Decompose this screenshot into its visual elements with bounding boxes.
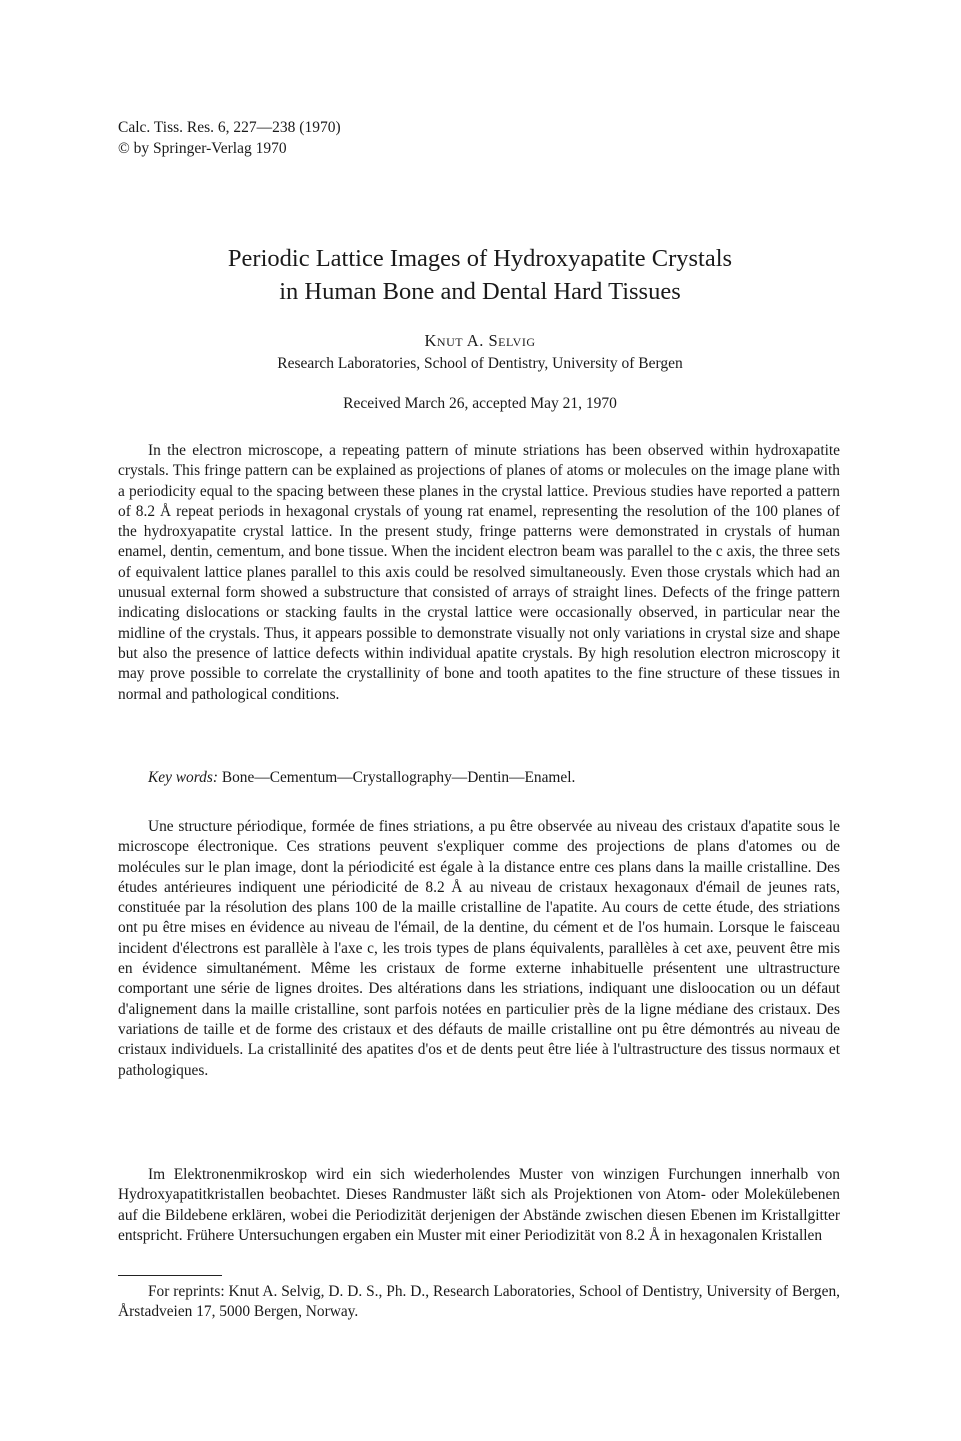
abstract-english: In the electron microscope, a repeating pattern of minute striations has been observed within hydroxapatite crystals. This fringe pattern can be explained as projections of planes of atoms or molecules on the image plane with a periodicity equal to the spacing between these planes in the crystal lattice. Previous studies have reported a pattern of 8.2 Å repeat periods in hexagonal crystals of young rat enamel, representing the resolution of the 100 planes of the hydroxyapatite crystal lattice. In the present study, fringe patterns were demonstrated in crystals of human enamel, dentin, cementum, and bone tissue. When the incident electron beam was parallel to the c axis, the three sets of equivalent lattice planes parallel to this axis could be resolved simultaneously. Even those crystals which had an unusual external form showed a substructure that consisted of arrays of straight lines. Defects of the fringe pattern indicating dislocations or stacking faults in the crystal lattice were occasionally observed, in particular near the midline of the crystals. Thus, it appears possible to demonstrate visually not only variations in crystal size and shape but also the presence of lattice defects within individual apatite crystals. By high resolution electron microscopy it may prove possible to correlate the crystallinity of bone and tooth apatites to the fine structure of these tissues in normal and pathological conditions. bbox=[118, 442, 840, 703]
author-name: Knut A. Selvig bbox=[424, 331, 536, 350]
abstract-german: Im Elektronenmikroskop wird ein sich wiederholendes Muster von winzigen Furchungen innerhalb von Hydroxyapatitkristallen beobachtet. Dieses Randmuster läßt sich als Projektionen von Atom- oder Molekülebenen auf die Bildebene erklären, wobei die Periodizität derjenigen der Abstände zwischen diesen Ebenen im Kristallgitter entspricht. Frühere Untersuchungen ergaben ein Muster mit einer Periodizität von 8.2 Å in hexagonalen Kristallen bbox=[118, 1166, 840, 1244]
author-affiliation: Research Laboratories, School of Dentistry, University of Bergen bbox=[277, 355, 683, 372]
journal-citation bbox=[118, 117, 341, 159]
citation-line-1: Calc. Tiss. Res. 6, 227—238 (1970) bbox=[118, 119, 341, 136]
received-date: Received March 26, accepted May 21, 1970 bbox=[343, 395, 617, 412]
article-title bbox=[100, 242, 860, 308]
title-line-1: Periodic Lattice Images of Hydroxyapatite Crystals bbox=[227, 245, 733, 272]
abstract-french: Une structure périodique, formée de fines striations, a pu être observée au niveau des cristaux d'apatite sous le microscope électronique. Ces strations peuvent s'expliquer comme des projections de plans d'atomes ou de molécules sur le plan image, dont la périodicité est égale à la distance entre ces plans dans la maille cristalline. Des études antérieures indiquent une périodicité de 8.2 Å au niveau de cristaux hexagonaux d'émail de jeunes rats, constituée par la résolution des plans 100 de la maille cristalline de l'apatite. Au cours de cette étude, des striations ont pu être mises en évidence au niveau de l'émail, de la dentine, du cément et de l'os humain. Lorsque le faisceau incident d'électrons est parallèle à l'axe c, les trois types de plans équivalents, parallèles à cet axe, peuvent être mis en évidence simultanément. Même les cristaux de forme externe inhabituelle présentent une ultrastructure comportant une série de lignes droites. Des altérations dans les striations, indiquant une disloocation ou un défaut d'alignement dans la maille cristalline, sont parfois notées en particulier près de la ligne médiane des cristaux. Des variations de taille et de forme des cristaux et des défauts de maille cristalline ont pu être démontrés au niveau de cristaux individuels. La cristallinité des apatites d'os et de dents peut être liée à l'ultrastructure des tissus normaux et pathologiques. bbox=[118, 818, 840, 1079]
keywords-label: Key words: bbox=[148, 769, 218, 786]
keywords bbox=[148, 768, 575, 788]
reprint-footnote: For reprints: Knut A. Selvig, D. D. S., Ph. D., Research Laboratories, School of Dentistry, University of Bergen, Årstadveien 17, 5000 Bergen, Norway. bbox=[118, 1283, 840, 1321]
keywords-text: Bone—Cementum—Crystallography—Dentin—Enamel. bbox=[221, 769, 576, 786]
citation-line-2: © by Springer-Verlag 1970 bbox=[118, 140, 287, 157]
title-line-2: in Human Bone and Dental Hard Tissues bbox=[279, 278, 681, 305]
footnote-divider bbox=[118, 1275, 222, 1276]
